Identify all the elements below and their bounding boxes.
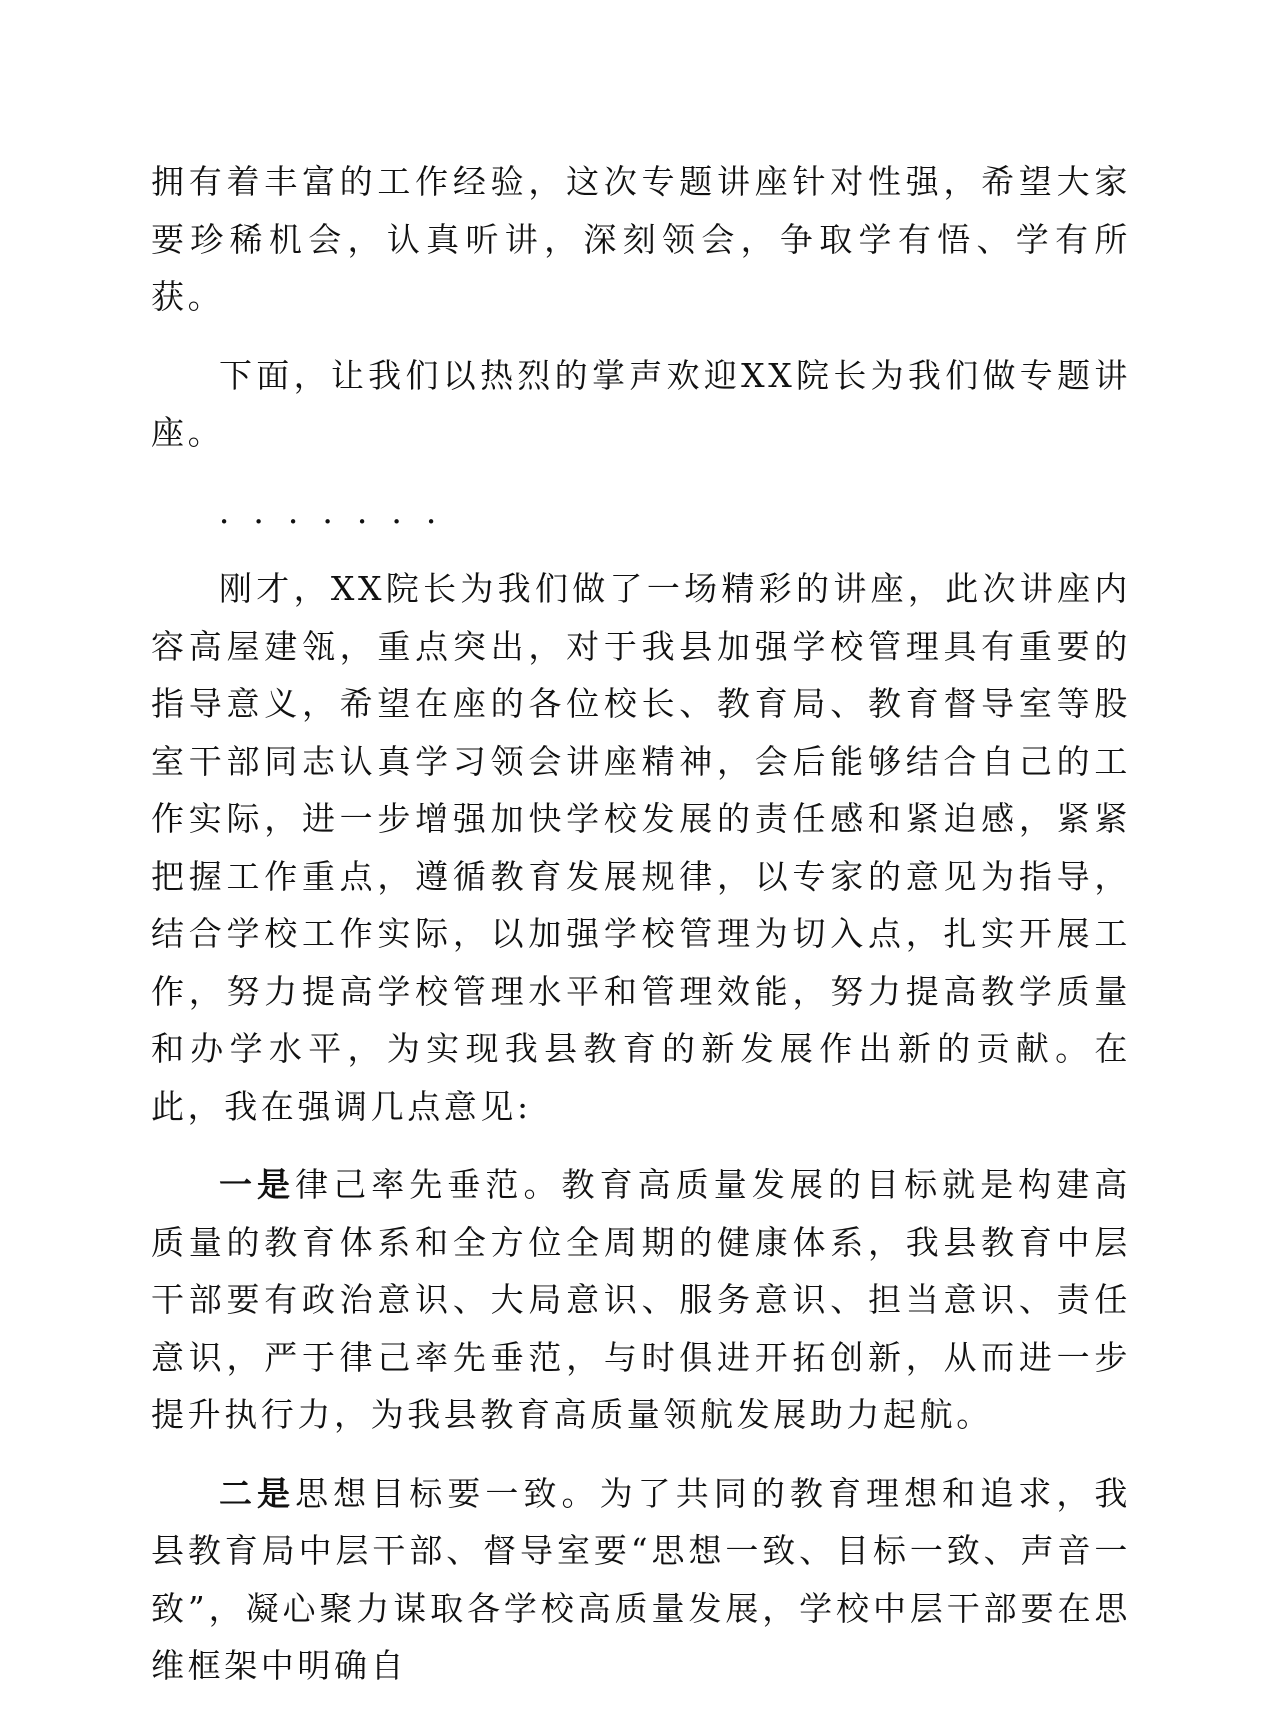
ellipsis-separator <box>151 483 1131 541</box>
paragraph-welcome <box>151 347 1131 462</box>
ellipsis-text: ．．．．．．． <box>219 491 477 531</box>
paragraph-continuation <box>151 153 1131 326</box>
paragraph-text: 律己率先垂范。教育高质量发展的目标就是构建高质量的教育体系和全方位全周期的健康体系，我县教育中层干部要有政治意识、大局意识、服务意识、担当意识、责任意识，严于律己率先垂范，与时俱进开拓创新，从而进一步提升执行力，为我县教育高质量领航发展助力起航。 <box>151 1165 1131 1434</box>
paragraph-text: 拥有着丰富的工作经验，这次专题讲座针对性强，希望大家要珍稀机会，认真听讲，深刻领会，争取学有悟、学有所获。 <box>151 162 1131 316</box>
paragraph-text: 下面，让我们以热烈的掌声欢迎XX院长为我们做专题讲座。 <box>151 355 1131 452</box>
paragraph-lead: 一是 <box>219 1165 296 1204</box>
paragraph-summary <box>151 560 1131 1135</box>
paragraph-text: 刚才，XX院长为我们做了一场精彩的讲座，此次讲座内容高屋建瓴，重点突出，对于我县加强学校管理具有重要的指导意义，希望在座的各位校长、教育局、教育督导室等股室干部同志认真学习领会讲座精神，会后能够结合自己的工作实际，进一步增强加快学校发展的责任感和紧迫感，紧紧把握工作重点，遵循教育发展规律，以专家的意见为指导，结合学校工作实际，以加强学校管理为切入点，扎实开展工作，努力提高学校管理水平和管理效能，努力提高教学质量和办学水平，为实现我县教育的新发展作出新的贡献。在此，我在强调几点意见: <box>151 569 1131 1126</box>
document-body <box>151 153 1131 1716</box>
paragraph-point-two <box>151 1465 1131 1695</box>
paragraph-lead: 二是 <box>219 1473 296 1513</box>
paragraph-point-one <box>151 1156 1131 1444</box>
paragraph-text: 思想目标要一致。为了共同的教育理想和追求，我县教育局中层干部、督导室要“思想一致、目标一致、声音一致”，凝心聚力谋取各学校高质量发展，学校中层干部要在思维框架中明确自 <box>151 1473 1131 1685</box>
